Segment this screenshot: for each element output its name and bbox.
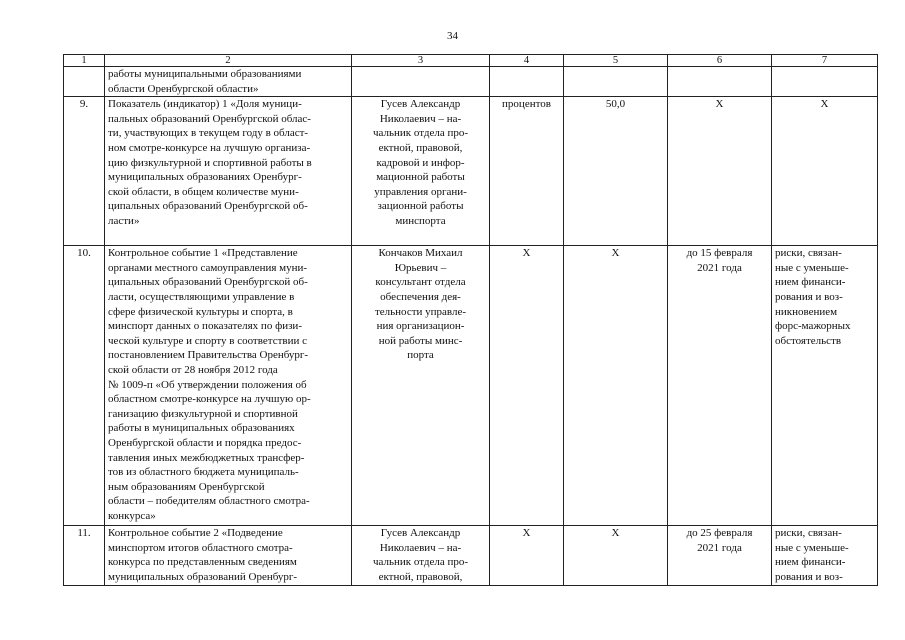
value-cell: [564, 526, 668, 585]
cell-line: Показатель (индикатор) 1 «Доля муници-: [108, 98, 302, 111]
unit-cell: процентов: [490, 97, 564, 246]
cell-line: ные с уменьше-: [775, 541, 849, 554]
deadline-cell: [668, 67, 772, 97]
cell-line: ти, участвующих в текущем году в област-: [108, 127, 309, 140]
cell-line: рования и воз-: [775, 290, 843, 303]
header-cell: 4: [490, 55, 564, 67]
cell-line: конкурса по представленным сведениям: [108, 556, 297, 569]
row-number: 10.: [64, 246, 105, 526]
cell-line: минспорта: [395, 214, 446, 227]
cell-line: до 25 февраля: [686, 527, 753, 540]
cell-line: ния организацион-: [376, 320, 465, 333]
cell-line: ципальных образований Оренбургской об-: [108, 276, 308, 289]
cell-line: ческой культуре и спорту в соответствии с: [108, 334, 307, 347]
row-number: 9.: [64, 97, 105, 246]
cell-line: ным образованиям Оренбургской: [108, 480, 265, 493]
cell-line: порта: [407, 349, 434, 362]
cell-line: ской области от 28 ноября 2012 года: [108, 363, 278, 376]
deadline-cell: [668, 97, 772, 246]
cell-line: зационной работы: [377, 200, 464, 213]
cell-line: области – победителям областного смотра-: [108, 495, 310, 508]
unit-cell: X: [490, 246, 564, 526]
cell-line: консультант отдела: [375, 276, 466, 289]
cell-line: ской области, в общем количестве муни-: [108, 185, 299, 198]
cell-line: сфере физической культуры и спорта, в: [108, 305, 293, 318]
cell-line: никновением: [775, 305, 838, 318]
value-text: X: [611, 527, 620, 540]
cell-line: Гусев Александр: [380, 527, 461, 540]
description-cell: [105, 67, 352, 97]
table-row: [64, 67, 878, 97]
cell-line: кадровой и инфор-: [376, 156, 465, 169]
cell-line: ектной, правовой,: [378, 141, 463, 154]
cell-line: работы муниципальными образованиями: [108, 68, 302, 80]
cell-line: ласти»: [108, 214, 140, 227]
header-cell: 3: [352, 55, 490, 67]
cell-line: конкурса»: [108, 509, 156, 522]
cell-line: Оренбургской области и порядка предос-: [108, 436, 302, 449]
cell-line: ные с уменьше-: [775, 261, 849, 274]
description-cell: [105, 526, 352, 585]
cell-line: органами местного самоуправления муни-: [108, 261, 308, 274]
value-cell: [564, 246, 668, 526]
cell-line: чальник отдела про-: [372, 556, 469, 569]
cell-line: X: [715, 98, 724, 111]
value-text: X: [611, 247, 620, 260]
cell-line: нием финанси-: [775, 276, 846, 289]
value-cell: [564, 97, 668, 246]
cell-line: муниципальных образований Оренбург-: [108, 570, 298, 583]
cell-line: рования и воз-: [775, 570, 843, 583]
responsible-cell: [352, 67, 490, 97]
cell-line: X: [820, 98, 829, 111]
description-cell: [105, 97, 352, 246]
row-number: 11.: [64, 526, 105, 585]
cell-line: Николаевич – на-: [379, 112, 462, 125]
cell-line: нием финанси-: [775, 556, 846, 569]
cell-line: Контрольное событие 1 «Представление: [108, 247, 298, 260]
cell-line: Гусев Александр: [380, 98, 461, 111]
cell-line: ципальных образований Оренбургской об-: [108, 200, 308, 213]
cell-line: ектной, правовой,: [378, 570, 463, 583]
cell-line: постановлением Правительства Оренбург-: [108, 349, 309, 362]
cell-line: ганизацию физкультурной и спортивной: [108, 407, 298, 420]
table-row: [64, 97, 878, 246]
table-row: [64, 526, 878, 585]
responsible-cell: [352, 526, 490, 585]
deadline-cell: [668, 526, 772, 585]
page-number: 34: [447, 30, 458, 42]
unit-cell: X: [490, 526, 564, 585]
cell-line: 2021 года: [697, 541, 742, 554]
deadline-cell: [668, 246, 772, 526]
cell-line: Контрольное событие 2 «Подведение: [108, 527, 283, 540]
cell-line: риски, связан-: [775, 247, 842, 260]
header-cell: 1: [64, 55, 105, 67]
responsible-cell: [352, 97, 490, 246]
cell-line: обеспечения дея-: [380, 290, 461, 303]
unit-cell: [490, 67, 564, 97]
cell-line: № 1009-п «Об утверждении положения об: [108, 378, 307, 391]
risks-cell: [772, 246, 878, 526]
risks-cell: [772, 97, 878, 246]
value-cell: [564, 67, 668, 97]
cell-line: работы в муниципальных образованиях: [108, 422, 295, 435]
table-header-row: [64, 55, 878, 67]
header-cell: 2: [105, 55, 352, 67]
cell-line: до 15 февраля: [686, 247, 753, 260]
table-row: [64, 246, 878, 526]
cell-line: риски, связан-: [775, 527, 842, 540]
cell-line: ласти, осуществляющими управление в: [108, 290, 295, 303]
risks-cell: [772, 526, 878, 585]
header-cell: 7: [772, 55, 878, 67]
cell-line: областном смотре-конкурсе на лучшую ор-: [108, 393, 311, 406]
cell-line: 2021 года: [697, 261, 742, 274]
cell-line: мационной работы: [376, 171, 465, 184]
cell-line: пальных образований Оренбургской облас-: [108, 112, 311, 125]
description-cell: [105, 246, 352, 526]
cell-line: цию физкультурной и спортивной работы в: [108, 156, 312, 169]
cell-line: обстоятельств: [775, 334, 842, 347]
cell-line: ном смотре-конкурсе на лучшую организа-: [108, 141, 311, 154]
cell-line: тельности управле-: [374, 305, 467, 318]
header-cell: 5: [564, 55, 668, 67]
row-number: [64, 67, 105, 97]
cell-line: минспортом итогов областного смотра-: [108, 541, 293, 554]
cell-line: Юрьевич –: [394, 261, 447, 274]
responsible-cell: [352, 246, 490, 526]
value-text: 50,0: [605, 98, 626, 111]
cell-line: управления органи-: [374, 185, 467, 198]
document-table: [63, 54, 878, 586]
cell-line: ной работы минс-: [378, 334, 463, 347]
cell-line: муниципальных образованиях Оренбург-: [108, 171, 302, 184]
header-cell: 6: [668, 55, 772, 67]
cell-line: Николаевич – на-: [379, 541, 462, 554]
cell-line: тов из областного бюджета муниципаль-: [108, 466, 299, 479]
cell-line: чальник отдела про-: [372, 127, 469, 140]
cell-line: тавления иных межбюджетных трансфер-: [108, 451, 305, 464]
cell-line: форс-мажорных: [775, 320, 851, 333]
risks-cell: [772, 67, 878, 97]
cell-line: области Оренбургской области»: [108, 82, 259, 95]
cell-line: Кончаков Михаил: [378, 247, 463, 260]
cell-line: минспорт данных о показателях по физи-: [108, 320, 302, 333]
